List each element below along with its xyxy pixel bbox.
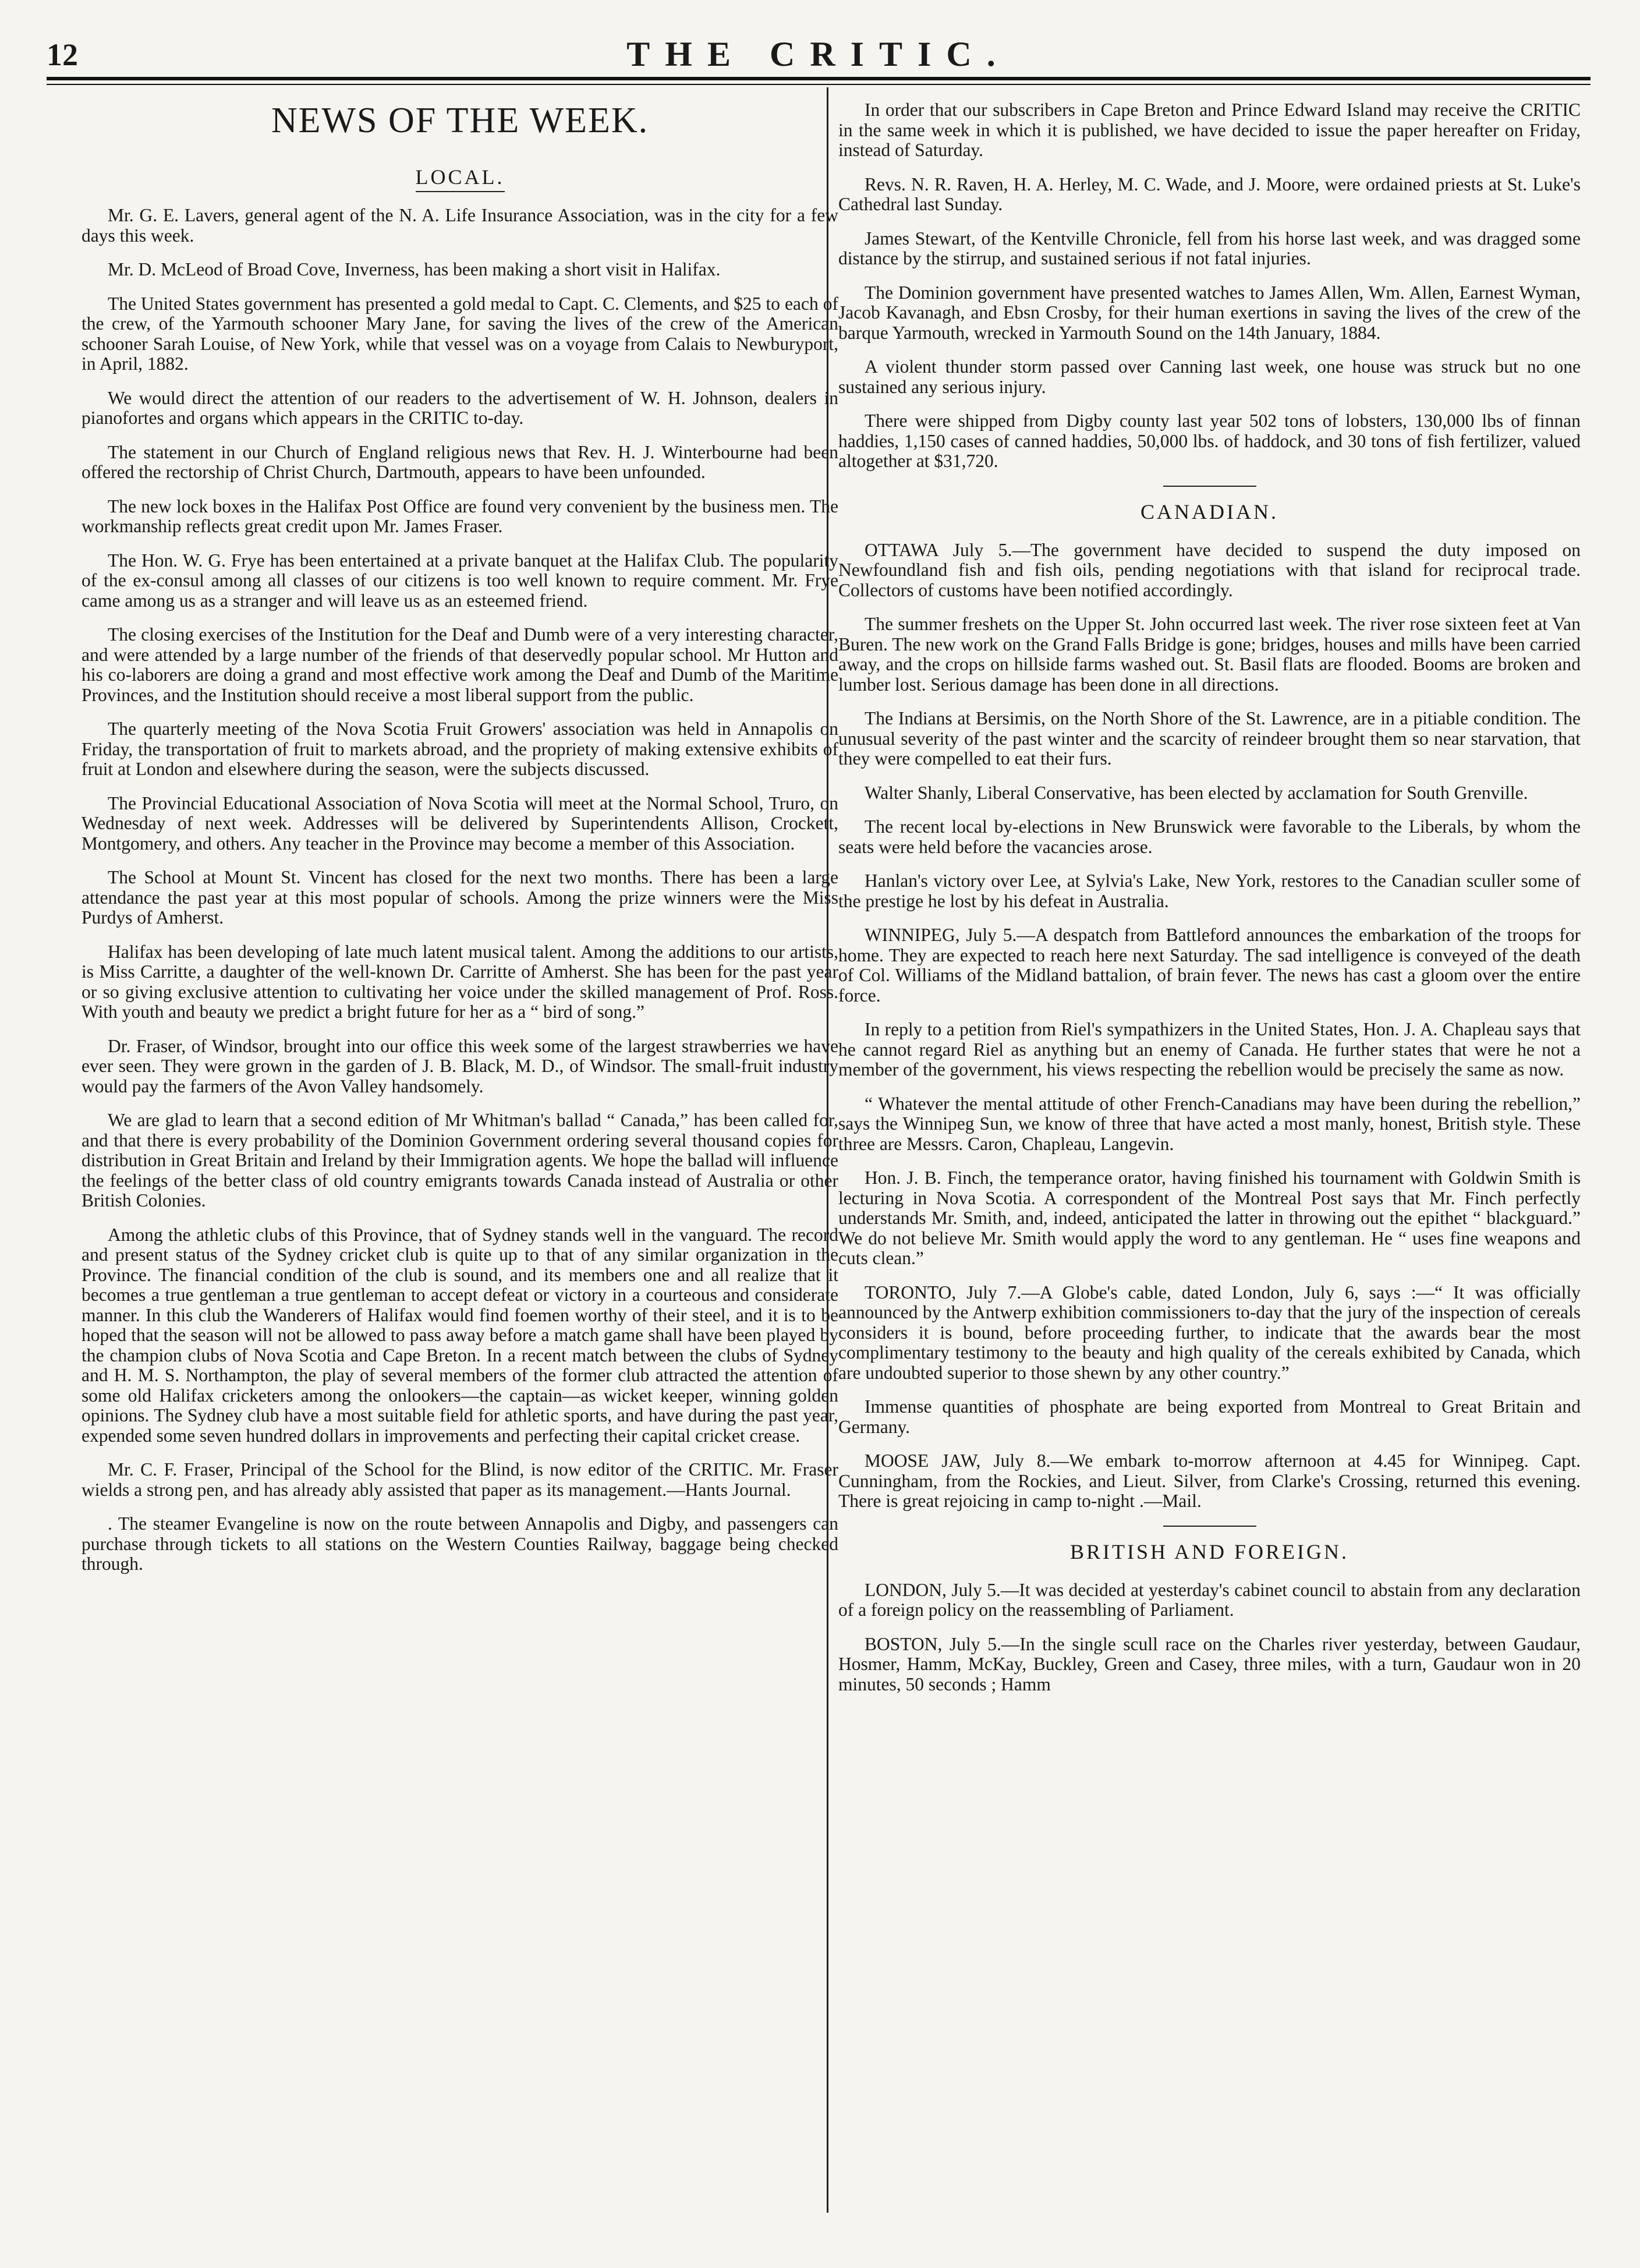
news-item: The statement in our Church of England religious news that Rev. H. J. Winterbourne had been offered the rectorship of Christ Church, Dartmouth, appears to have been unfounded. xyxy=(82,441,838,482)
masthead-rule-thin xyxy=(47,84,1591,85)
news-item: TORONTO, July 7.—A Globe's cable, dated London, July 6, says :—“ It was officially announced by the Antwerp exhibition commissioners to-day that the jury of the inspection of cereals considers it is bound, before proceeding further, to indicate that the awards bear the most complimentary testimony to the beauty and high quality of the cereals exhibited by Canada, which are undoubted superior to those shewn by any other country.” xyxy=(838,1282,1581,1383)
news-item: LONDON, July 5.—It was decided at yesterday's cabinet council to abstain from any declaration of a foreign policy on the reassembling of Parliament. xyxy=(838,1579,1581,1620)
section-separator xyxy=(1163,486,1256,487)
section-heading-news: NEWS OF THE WEEK. xyxy=(271,101,649,140)
news-item: OTTAWA July 5.—The government have decided to suspend the duty imposed on Newfoundland fish and fish oils, pending negotiations with that island for reciprocal trade. Collectors of customs have been notified accordingly. xyxy=(838,539,1581,600)
news-item: The Hon. W. G. Frye has been entertained at a private banquet at the Halifax Club. The popularity of the ex-consul among all classes of our citizens is too well known to require comment. Mr. Frye came among us as a stranger and will leave us as an esteemed friend. xyxy=(82,550,838,611)
news-item: MOOSE JAW, July 8.—We embark to-morrow afternoon at 4.45 for Winnipeg. Capt. Cunningham, from the Rockies, and Lieut. Silver, from Clarke's Crossing, returned this evening. There is great rejoicing in camp to-night .—Mail. xyxy=(838,1450,1581,1511)
news-item: The Dominion government have presented watches to James Allen, Wm. Allen, Earnest Wyman, Jacob Kavanagh, and Ebsn Crosby, for their human exertions in saving the lives of the crew of the barque Yarmouth, wrecked in Yarmouth Sound on the 14th January, 1884. xyxy=(838,282,1581,343)
news-item: Mr. D. McLeod of Broad Cove, Inverness, has been making a short visit in Halifax. xyxy=(108,259,721,279)
section-heading-foreign: BRITISH AND FOREIGN. xyxy=(1069,1540,1349,1563)
news-item: The School at Mount St. Vincent has closed for the next two months. There has been a large attendance the past year at this most popular of schools. Among the prize winners were the Miss Purdys of Amherst. xyxy=(82,867,838,928)
news-item: The summer freshets on the Upper St. John occurred last week. The river rose sixteen feet at Van Buren. The new work on the Grand Falls Bridge is gone; bridges, houses and mills have been carried away, and the crops on hillside farms washed out. St. Basil flats are flooded. Booms are broken and lumber lost. Serious damage has been done in all directions. xyxy=(838,614,1581,695)
section-subheading-local xyxy=(82,165,838,189)
masthead-rule xyxy=(47,77,1591,80)
news-item: “ Whatever the mental attitude of other French-Canadians may have been during the rebellion,” says the Winnipeg Sun, we know of three that have acted a most manly, honest, British style. These three are Messrs. Caron, Chapleau, Langevin. xyxy=(838,1093,1581,1154)
masthead xyxy=(47,32,1591,73)
right-column xyxy=(838,100,1581,1708)
news-item: BOSTON, July 5.—In the single scull race on the Charles river yesterday, between Gaudaur, Hosmer, Hamm, McKay, Buckley, Green and Casey, three miles, with a turn, Gaudaur won in 20 minutes, 50 seconds ; Hamm xyxy=(838,1633,1581,1694)
news-item: We are glad to learn that a second edition of Mr Whitman's ballad “ Canada,” has been called for, and that there is every probability of the Dominion Government ordering several thousand copies for distribution in Great Britain and Ireland by their Immigration agents. We hope the ballad will influence the feelings of the better class of old country emigrants towards Canada instead of Australia or other British Colonies. xyxy=(82,1110,838,1211)
left-column xyxy=(82,100,838,1588)
news-item: Revs. N. R. Raven, H. A. Herley, M. C. Wade, and J. Moore, were ordained priests at St. Luke's Cathedral last Sunday. xyxy=(838,174,1581,214)
news-item: Mr. C. F. Fraser, Principal of the School for the Blind, is now editor of the CRITIC. Mr. Fraser wields a strong pen, and has already ably assisted that paper as its management.—Hants Journal. xyxy=(82,1459,838,1500)
news-item: The United States government has presented a gold medal to Capt. C. Clements, and $25 to each of the crew, of the Yarmouth schooner Mary Jane, for saving the lives of the crew of the American schooner Sarah Louise, of New York, while that vessel was on a voyage from Calais to Newburyport, in April, 1882. xyxy=(82,293,838,374)
news-item: The Provincial Educational Association of Nova Scotia will meet at the Normal School, Truro, on Wednesday of next week. Addresses will be delivered by Superintendents Allison, Crockett, Montgomery, and others. Any teacher in the Province may become a member of this Association. xyxy=(82,792,838,854)
paper-title: THE CRITIC. xyxy=(626,35,1011,73)
news-item: There were shipped from Digby county last year 502 tons of lobsters, 130,000 lbs of finnan haddies, 1,150 cases of canned haddies, 50,000 lbs. of haddock, and 30 tons of fish fertilizer, valued altogether at $31,720. xyxy=(838,411,1581,471)
news-item: Walter Shanly, Liberal Conservative, has been elected by acclamation for South Grenville. xyxy=(865,782,1528,803)
news-item: Immense quantities of phosphate are being exported from Montreal to Great Britain and Germany. xyxy=(838,1396,1581,1437)
page-number: 12 xyxy=(47,37,78,72)
news-item: Halifax has been developing of late much latent musical talent. Among the additions to our artists, is Miss Carritte, a daughter of the well-known Dr. Carritte of Amherst. She has been for the past year or so giving exclusive attention to cultivating her voice under the skilled management of Prof. Ross. With youth and beauty we predict a bright future for her as a “ bird of song.” xyxy=(82,941,838,1022)
news-item: We would direct the attention of our readers to the advertisement of W. H. Johnson, dealers in pianofortes and organs which appears in the CRITIC to-day. xyxy=(82,387,838,428)
news-item: In reply to a petition from Riel's sympathizers in the United States, Hon. J. A. Chapleau says that he cannot regard Riel as anything but an enemy of Canada. He further states that were he not a member of the government, his views respecting the rebellion would be precisely the same as now. xyxy=(838,1019,1581,1080)
news-item: A violent thunder storm passed over Canning last week, one house was struck but no one sustained any serious injury. xyxy=(838,356,1581,397)
local-heading-text: LOCAL. xyxy=(416,165,505,192)
news-item: Among the athletic clubs of this Province, that of Sydney stands well in the vanguard. The record and present status of the Sydney cricket club is quite up to that of any similar organization in the Province. The financial condition of the club is sound, and its members one and all realize that it becomes a true gentleman a true gentleman to accept defeat or victory in a courteous and considerate manner. In this club the Wanderers of Halifax would find foemen worthy of their steel, and it is to be hoped that the season will not be allowed to pass away before a match game shall have been played by the champion clubs of Nova Scotia and Cape Breton. In a recent match between the clubs of Sydney and H. M. S. Northampton, the play of several members of the former club attracted the attention of some old Halifax cricketers among the onlookers—the captain—as wicket keeper, winning golden opinions. The Sydney club have a most suitable field for athletic sports, and have during the past year, expended some seven hundred dollars in improvements and perfecting their capital cricket crease. xyxy=(82,1224,838,1446)
news-item: The closing exercises of the Institution for the Deaf and Dumb were of a very interesting character, and were attended by a large number of the friends of that deservedly popular school. Mr Hutton and his co-laborers are doing a grand and most effective work among the Deaf and Dumb of the Maritime Provinces, and the Institution should receive a most liberal support from the public. xyxy=(82,624,838,705)
news-item: The quarterly meeting of the Nova Scotia Fruit Growers' association was held in Annapolis on Friday, the transportation of fruit to markets abroad, and the propriety of making extensive exhibits of fruit at London and elsewhere during the season, were the subjects discussed. xyxy=(82,719,838,779)
news-item: Dr. Fraser, of Windsor, brought into our office this week some of the largest strawberries we have ever seen. They were grown in the garden of J. B. Black, M. D., of Windsor. The small-fruit industry would pay the farmers of the Avon Valley handsomely. xyxy=(82,1035,838,1096)
section-heading-canadian: CANADIAN. xyxy=(1140,500,1278,523)
news-item: Hon. J. B. Finch, the temperance orator, having finished his tournament with Goldwin Smith is lecturing in Nova Scotia. A correspondent of the Montreal Post says that Mr. Finch perfectly understands Mr. Smith, and, indeed, anticipated the latter in throwing out the epithet “ blackguard.” We do not believe Mr. Smith would apply the word to any gentleman. He “ uses fine weapons and cuts clean.” xyxy=(838,1167,1581,1268)
news-item: The recent local by-elections in New Brunswick were favorable to the Liberals, by whom the seats were held before the vacancies arose. xyxy=(838,816,1581,857)
news-item: In order that our subscribers in Cape Breton and Prince Edward Island may receive the CRITIC in the same week in which it is published, we have decided to issue the paper hereafter on Friday, instead of Saturday. xyxy=(838,100,1581,160)
news-item: . The steamer Evangeline is now on the route between Annapolis and Digby, and passengers can purchase through tickets to all stations on the Western Counties Railway, baggage being checked through. xyxy=(82,1513,838,1574)
news-item: Hanlan's victory over Lee, at Sylvia's Lake, New York, restores to the Canadian sculler some of the prestige he lost by his defeat in Australia. xyxy=(838,871,1581,911)
section-separator xyxy=(1163,1526,1256,1527)
news-item: James Stewart, of the Kentville Chronicle, fell from his horse last week, and was dragged some distance by the stirrup, and sustained serious if not fatal injuries. xyxy=(838,228,1581,268)
news-item: The new lock boxes in the Halifax Post Office are found very convenient by the business men. The workmanship reflects great credit upon Mr. James Fraser. xyxy=(82,496,838,536)
news-item: The Indians at Bersimis, on the North Shore of the St. Lawrence, are in a pitiable condition. The unusual severity of the past winter and the scarcity of reindeer brought them so near starvation, that they were compelled to eat their furs. xyxy=(838,708,1581,769)
news-item: Mr. G. E. Lavers, general agent of the N. A. Life Insurance Association, was in the city for a few days this week. xyxy=(82,205,838,246)
news-item: WINNIPEG, July 5.—A despatch from Battleford announces the embarkation of the troops for home. They are expected to reach here next Saturday. The sad intelligence is conveyed of the death of Col. Williams of the Midland battalion, of brain fever. The news has cast a gloom over the entire force. xyxy=(838,925,1581,1006)
